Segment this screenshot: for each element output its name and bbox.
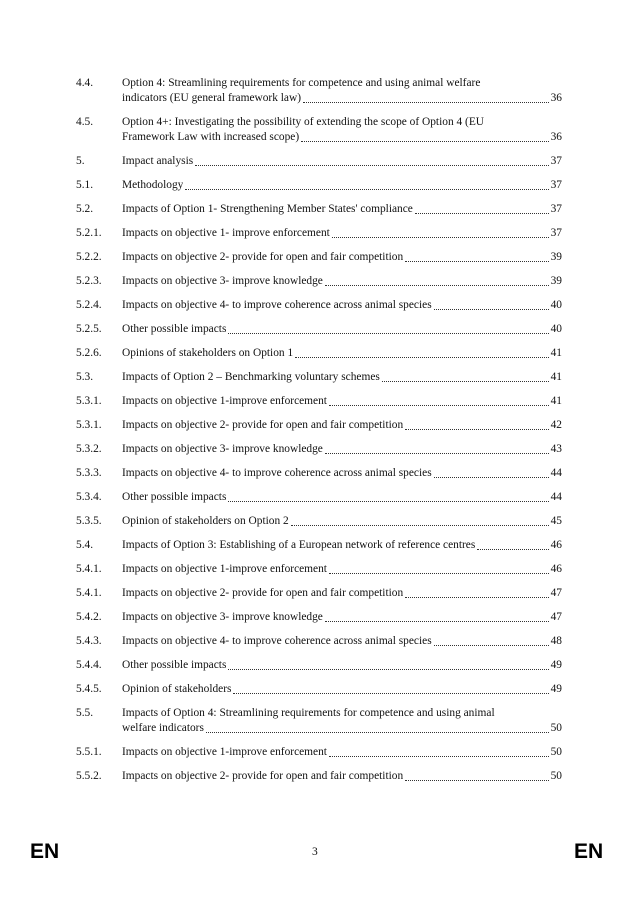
toc-entry-title-line: Framework Law with increased scope)	[122, 131, 300, 143]
toc-entry-title-line: Opinions of stakeholders on Option 1	[122, 347, 294, 359]
dot-leader	[405, 597, 548, 598]
toc-entry[interactable]	[76, 298, 562, 313]
toc-entry-number: 5.4.1.	[76, 563, 102, 575]
toc-entry-page: 46	[550, 563, 562, 575]
toc-entry-title-line: Impacts of Option 3: Establishing of a European network of reference centres	[122, 539, 476, 551]
toc-entry-number: 5.5.1.	[76, 746, 102, 758]
toc-entry-number: 4.5.	[76, 116, 94, 128]
toc-entry-page: 46	[550, 539, 562, 551]
toc-entry[interactable]	[76, 682, 562, 697]
dot-leader	[405, 780, 548, 781]
page-number: 3	[312, 846, 318, 858]
dot-leader	[434, 477, 549, 478]
toc-entry-number: 5.4.2.	[76, 611, 102, 623]
toc-entry-last-line	[122, 442, 562, 457]
dot-leader	[382, 381, 549, 382]
dot-leader	[434, 309, 549, 310]
toc-entry-body	[122, 682, 562, 697]
toc-entry-number: 5.2.3.	[76, 275, 102, 287]
toc-entry-last-line	[122, 178, 562, 193]
toc-entry-number: 5.5.2.	[76, 770, 102, 782]
toc-entry-title-line: Impacts on objective 2- provide for open and fair competition	[122, 419, 404, 431]
toc-entry-title-line: welfare indicators	[122, 722, 204, 734]
toc-entry-title-line: Impacts of Option 4: Streamlining requirements for competence and using animal	[122, 707, 495, 719]
toc-entry-last-line	[122, 538, 562, 553]
dot-leader	[301, 141, 548, 142]
toc-entry-body	[122, 370, 562, 385]
toc-entry-last-line	[122, 226, 562, 241]
toc-entry-title-line: Impacts on objective 4- to improve coherence across animal species	[122, 299, 432, 311]
toc-entry-title-line: Impacts on objective 1-improve enforcement	[122, 746, 327, 758]
toc-entry-page: 44	[550, 467, 562, 479]
toc-entry-page: 45	[550, 515, 562, 527]
toc-entry-page: 50	[550, 746, 562, 758]
toc-entry-last-line	[122, 274, 562, 289]
toc-entry-number: 5.2.	[76, 203, 94, 215]
toc-entry-number: 5.3.5.	[76, 515, 102, 527]
toc-entry-title-line: Opinion of stakeholders on Option 2	[122, 515, 289, 527]
toc-entry[interactable]	[76, 610, 562, 625]
toc-entry-last-line	[122, 562, 562, 577]
toc-entry[interactable]	[76, 322, 562, 337]
toc-entry-number: 5.3.2.	[76, 443, 102, 455]
toc-entry[interactable]	[76, 418, 562, 433]
dot-leader	[185, 189, 548, 190]
toc-entry-title-line: Impacts on objective 4- to improve coherence across animal species	[122, 635, 432, 647]
toc-entry-page: 36	[550, 92, 562, 104]
toc-entry-body	[122, 634, 562, 649]
toc-entry-body	[122, 442, 562, 457]
toc-entry[interactable]	[76, 706, 562, 736]
toc-entry-page: 50	[550, 722, 562, 734]
toc-entry-body	[122, 250, 562, 265]
toc-entry-title-line: Opinion of stakeholders	[122, 683, 232, 695]
dot-leader	[233, 693, 548, 694]
dot-leader	[434, 645, 549, 646]
dot-leader	[329, 405, 549, 406]
toc-entry-title-line: Option 4+: Investigating the possibility of extending the scope of Option 4 (EU	[122, 116, 485, 128]
toc-entry[interactable]	[76, 514, 562, 529]
toc-entry[interactable]	[76, 346, 562, 361]
toc-entry-last-line	[122, 202, 562, 217]
toc-entry-body	[122, 115, 562, 145]
toc-entry-last-line	[122, 466, 562, 481]
toc-entry-last-line	[122, 490, 562, 505]
toc-entry[interactable]	[76, 274, 562, 289]
dot-leader	[303, 102, 549, 103]
dot-leader	[325, 285, 549, 286]
toc-entry-last-line	[122, 130, 562, 145]
dot-leader	[405, 261, 548, 262]
toc-entry-last-line	[122, 586, 562, 601]
toc-entry-title-line: Impacts of Option 2 – Benchmarking voluntary schemes	[122, 371, 380, 383]
toc-entry-number: 5.2.5.	[76, 323, 102, 335]
toc-entry[interactable]	[76, 769, 562, 784]
toc-entry-body	[122, 538, 562, 553]
toc-entry[interactable]	[76, 202, 562, 217]
dot-leader	[329, 756, 549, 757]
dot-leader	[415, 213, 549, 214]
toc-entry-number: 5.3.	[76, 371, 94, 383]
toc-entry[interactable]	[76, 250, 562, 265]
toc-entry[interactable]	[76, 178, 562, 193]
toc-entry-body	[122, 769, 562, 784]
dot-leader	[332, 237, 549, 238]
toc-entry-page: 41	[550, 347, 562, 359]
toc-entry-last-line	[122, 682, 562, 697]
toc-entry-number: 5.3.1.	[76, 419, 102, 431]
toc-entry-title-line: Impacts on objective 2- provide for open and fair competition	[122, 587, 404, 599]
toc-entry-body	[122, 76, 562, 106]
dot-leader	[206, 732, 549, 733]
toc-entry-body	[122, 178, 562, 193]
toc-entry-title-line: Methodology	[122, 179, 184, 191]
toc-entry-number: 5.4.5.	[76, 683, 102, 695]
toc-entry-number: 5.2.1.	[76, 227, 102, 239]
toc-entry-page: 39	[550, 275, 562, 287]
toc-entry[interactable]	[76, 442, 562, 457]
toc-entry-body	[122, 394, 562, 409]
toc-entry-number: 5.	[76, 155, 85, 167]
dot-leader	[325, 453, 549, 454]
toc-entry-page: 49	[550, 683, 562, 695]
toc-entry-title-line: Other possible impacts	[122, 323, 227, 335]
toc-entry-page: 37	[550, 227, 562, 239]
toc-entry-number: 5.5.	[76, 707, 94, 719]
toc-entry-page: 36	[550, 131, 562, 143]
toc-entry-page: 41	[550, 395, 562, 407]
toc-entry-title-line: Impacts on objective 2- provide for open and fair competition	[122, 770, 404, 782]
toc-entry-title-line: Impacts on objective 1- improve enforcement	[122, 227, 330, 239]
toc-entry[interactable]	[76, 76, 562, 106]
toc-entry-last-line	[122, 91, 562, 106]
toc-entry-title-line: Impacts on objective 3- improve knowledge	[122, 443, 323, 455]
toc-entry-last-line	[122, 769, 562, 784]
toc-entry-last-line	[122, 298, 562, 313]
dot-leader	[228, 333, 548, 334]
toc-entry-body	[122, 418, 562, 433]
toc-entry-page: 49	[550, 659, 562, 671]
dot-leader	[405, 429, 548, 430]
toc-entry-page: 40	[550, 323, 562, 335]
toc-entry-body	[122, 202, 562, 217]
toc-entry-title-line: Impacts on objective 1-improve enforcement	[122, 563, 327, 575]
toc-entry[interactable]	[76, 634, 562, 649]
toc-entry-body	[122, 562, 562, 577]
toc-entry[interactable]	[76, 394, 562, 409]
dot-leader	[291, 525, 549, 526]
toc-entry[interactable]	[76, 154, 562, 169]
toc-entry-number: 5.4.4.	[76, 659, 102, 671]
toc-entry-last-line	[122, 370, 562, 385]
toc-entry-last-line	[122, 634, 562, 649]
toc-entry-last-line	[122, 514, 562, 529]
toc-entry-page: 41	[550, 371, 562, 383]
toc-entry[interactable]	[76, 586, 562, 601]
toc-entry[interactable]	[76, 562, 562, 577]
dot-leader	[228, 501, 548, 502]
toc-entry-last-line	[122, 322, 562, 337]
toc-entry-page: 37	[550, 203, 562, 215]
toc-entry-body	[122, 706, 562, 736]
toc-entry-number: 5.4.	[76, 539, 94, 551]
toc-entry-last-line	[122, 721, 562, 736]
toc-entry[interactable]	[76, 745, 562, 760]
dot-leader	[228, 669, 548, 670]
toc-entry-title-line: Impacts on objective 3- improve knowledge	[122, 275, 323, 287]
toc-entry[interactable]	[76, 490, 562, 505]
dot-leader	[325, 621, 549, 622]
toc-entry-body	[122, 586, 562, 601]
toc-entry[interactable]	[76, 370, 562, 385]
toc-entry-body	[122, 154, 562, 169]
toc-entry-body	[122, 226, 562, 241]
toc-entry-title-line: Impact analysis	[122, 155, 194, 167]
table-of-contents	[76, 76, 562, 784]
dot-leader	[329, 573, 549, 574]
toc-entry-title-line: indicators (EU general framework law)	[122, 92, 302, 104]
toc-entry-page: 48	[550, 635, 562, 647]
toc-entry-number: 5.2.2.	[76, 251, 102, 263]
toc-entry-number: 5.4.3.	[76, 635, 102, 647]
toc-entry[interactable]	[76, 115, 562, 145]
toc-entry[interactable]	[76, 466, 562, 481]
toc-entry-title-line: Impacts on objective 4- to improve coherence across animal species	[122, 467, 432, 479]
dot-leader	[477, 549, 548, 550]
toc-entry-number: 5.3.3.	[76, 467, 102, 479]
toc-entry-number: 5.4.1.	[76, 587, 102, 599]
toc-entry-body	[122, 490, 562, 505]
toc-entry-last-line	[122, 658, 562, 673]
toc-entry-body	[122, 610, 562, 625]
toc-entry-last-line	[122, 745, 562, 760]
dot-leader	[195, 165, 548, 166]
toc-entry-page: 50	[550, 770, 562, 782]
language-marker-left: EN	[30, 840, 60, 863]
toc-entry-number: 5.2.6.	[76, 347, 102, 359]
toc-entry-page: 37	[550, 179, 562, 191]
toc-entry-body	[122, 298, 562, 313]
toc-entry-page: 40	[550, 299, 562, 311]
toc-entry-body	[122, 745, 562, 760]
dot-leader	[295, 357, 548, 358]
toc-entry-page: 43	[550, 443, 562, 455]
toc-entry-title-line: Other possible impacts	[122, 491, 227, 503]
toc-entry-last-line	[122, 154, 562, 169]
toc-entry-page: 39	[550, 251, 562, 263]
toc-entry-last-line	[122, 610, 562, 625]
toc-entry-page: 47	[550, 587, 562, 599]
toc-entry-body	[122, 658, 562, 673]
toc-entry-body	[122, 322, 562, 337]
toc-entry-number: 5.1.	[76, 179, 94, 191]
toc-entry-title-line: Impacts on objective 3- improve knowledge	[122, 611, 323, 623]
toc-entry-body	[122, 346, 562, 361]
toc-entry-title-line: Impacts on objective 1-improve enforcement	[122, 395, 327, 407]
toc-entry-title-line: Impacts on objective 2- provide for open and fair competition	[122, 251, 404, 263]
toc-entry[interactable]	[76, 658, 562, 673]
toc-entry-page: 42	[550, 419, 562, 431]
toc-entry-page: 37	[550, 155, 562, 167]
toc-entry-title-line: Impacts of Option 1- Strengthening Member States' compliance	[122, 203, 413, 215]
toc-entry-last-line	[122, 394, 562, 409]
toc-entry-last-line	[122, 346, 562, 361]
toc-entry-page: 47	[550, 611, 562, 623]
language-marker-right: EN	[574, 840, 604, 863]
toc-entry-body	[122, 514, 562, 529]
toc-entry-last-line	[122, 418, 562, 433]
toc-entry-body	[122, 466, 562, 481]
toc-entry[interactable]	[76, 226, 562, 241]
toc-entry-title-line: Other possible impacts	[122, 659, 227, 671]
toc-entry-number: 5.3.4.	[76, 491, 102, 503]
toc-entry-last-line	[122, 250, 562, 265]
toc-entry-number: 5.3.1.	[76, 395, 102, 407]
toc-entry-title-line: Option 4: Streamlining requirements for competence and using animal welfare	[122, 77, 481, 89]
toc-entry[interactable]	[76, 538, 562, 553]
toc-entry-page: 44	[550, 491, 562, 503]
toc-entry-number: 4.4.	[76, 77, 94, 89]
toc-entry-body	[122, 274, 562, 289]
toc-entry-number: 5.2.4.	[76, 299, 102, 311]
